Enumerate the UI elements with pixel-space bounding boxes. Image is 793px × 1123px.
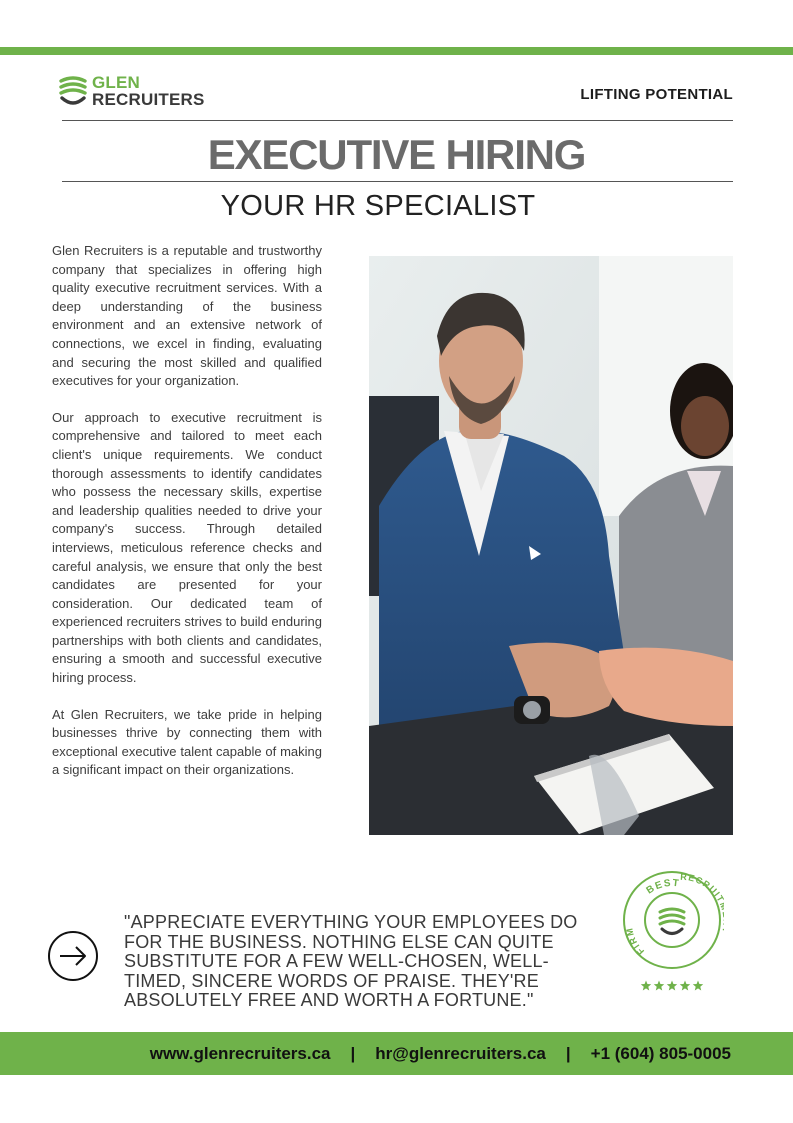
handshake-photo: [369, 256, 733, 835]
contact-footer-bar: [0, 1032, 793, 1075]
header-divider-bottom: [62, 181, 733, 182]
company-logo: [58, 74, 228, 114]
website-link[interactable]: www.glenrecruiters.ca: [149, 1043, 331, 1063]
badge-text-best: BEST: [644, 877, 681, 897]
svg-text:FIRM: [624, 926, 646, 957]
header-divider-top: [62, 120, 733, 121]
body-paragraph-3: At Glen Recruiters, we take pride in helping businesses thrive by connecting them with exceptional executive talent capable of making a significant impact on their organizations.: [52, 706, 322, 778]
page-title: EXECUTIVE HIRING: [207, 131, 586, 178]
arrow-right-circle-icon: [47, 930, 99, 987]
badge-text-recruitment: RECRUI: [680, 871, 723, 900]
badge-text-firm: FIRM: [624, 926, 647, 957]
body-paragraph-1: Glen Recruiters is a reputable and trustworthy company that specializes in offering high quality executive recruitment services. With a deep understanding of the business environment and an extensive network of connections, we excel in finding, evaluating and securing the most skilled and qualified executives for your organization.: [52, 243, 322, 389]
body-paragraph-2: Our approach to executive recruitment is comprehensive and tailored to meet each client's unique requirements. We conduct thorough assessments to identify candidates who possess the necessary skills, expertise and leadership qualities needed to drive your company's success. Through detailed interviews, meticulous reference checks and careful analysis, we ensure that only the best candidates are presented for your consideration. Our dedicated team of experienced recruiters strives to build enduring partnerships with both clients and candidates, ensuring a smooth and successful executive hiring process.: [52, 409, 322, 686]
brand-tagline: LIFTING POTENTIAL: [580, 86, 733, 103]
page-subtitle: YOUR HR SPECIALIST: [220, 190, 536, 222]
star-icon: [693, 981, 703, 991]
shield-wave-icon: [58, 76, 88, 108]
best-recruitment-firm-badge: [620, 870, 724, 995]
star-icon: [680, 981, 690, 991]
testimonial-quote: "APPRECIATE EVERYTHING YOUR EMPLOYEES DO FOR THE BUSINESS. NOTHING ELSE CAN QUITE SUBSTITUTE FOR A FEW WELL-CHOSEN, WELL-TIMED, SINCERE WORDS OF PRAISE. THEY'RE ABSOLUTELY FREE AND WORTH A FORTUNE.": [124, 912, 578, 1010]
logo-name-line2: RECRUITERS: [92, 90, 205, 109]
footer-separator: |: [565, 1043, 571, 1063]
email-link[interactable]: hr@glenrecruiters.ca: [375, 1043, 546, 1063]
logo-name-line1: GLEN: [92, 73, 141, 92]
body-text-column: [52, 242, 322, 798]
star-icon: [641, 981, 651, 991]
top-accent-bar: [0, 47, 793, 55]
star-icon: [667, 981, 677, 991]
badge-shield-icon: [660, 909, 684, 934]
star-icon: [654, 981, 664, 991]
handshake-illustration: [369, 256, 733, 835]
rating-stars: [641, 981, 703, 991]
phone-number[interactable]: +1 (604) 805-0005: [590, 1043, 731, 1063]
svg-text:RECRUITMENT: [680, 872, 724, 935]
footer-separator: |: [350, 1043, 356, 1063]
